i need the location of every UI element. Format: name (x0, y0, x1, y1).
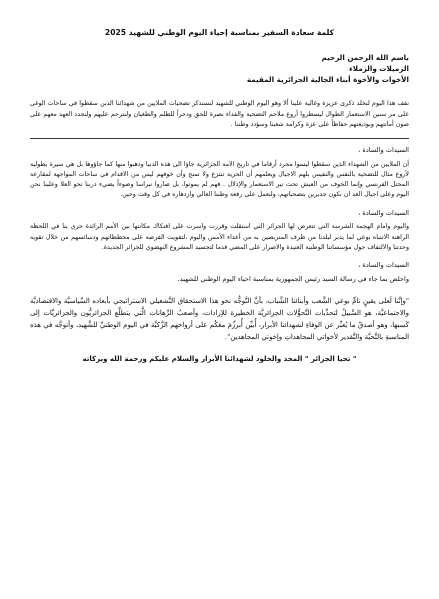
greetings-block (30, 52, 409, 85)
salutation-1: السيدات والسادة ، (358, 145, 409, 154)
divider-line (30, 138, 409, 139)
quote-intro: واخلص بما جاء في رسالة السيد رئيس الجمهورية بمناسبة احياء اليوم الوطني للشهيد. (177, 274, 409, 283)
paragraph-2: أن الملايين من الشهداء الذين سقطوا ليسوا مجرد أرقاما في تاريخ الامة الجزائرية جاؤا الى هذه الدنيا وذهبوا منها كما جاؤوها بل هي سيرة بطولية لأروع مثال للتضحية بالنفس والنفيس بلهم الاجيال ويعلمهم أن الحرية تنتزع ولا تمنح وأن خوفهم ليس من الاقدام في ساحات المواجهة لمقارعة المحتل الفرنسي وإنما الخوف من العيش تحت نير الاستعمار والإذلال . فهم لم يموتوا، بل صاروا نبراسا وضوءاً يضيء دربنا نحو العلا وعلينا نحن اليوم وعلى اجيال الغد ان نكون جديرين بتضحياتهم، ولنعمل على رفعة وطننا الغالي وازدهاره في كل وقت وحين. (30, 160, 409, 199)
closing-line: " تحيا الجزائر " المجد والخلود لشهدائنا الأبرار والسلام عليكم ورحمة الله وبركاته (82, 355, 357, 364)
paragraph-3: واليوم وامام الهجمة الشرسة التي تتعرض لها الجزائر التي استقلت وقررت واسرت على افتكاك مكانتها بين الأمم الرائدة حري بنا في اللحظة الراهنة الانتباه بوعي لما يدبر لبلدنا من طرف المتربصين به من أعداء الأمس واليوم ،لتفويت الفرصة على مخططاتهم ودسائسهم من خلال تقوية وحدتنا والالتفاف حول مؤسساتنا الوطنية العتيدة والاصرار على المضي قدما لتجسيد المشروع النهضوي للجزائر الجديدة. (30, 223, 409, 251)
document-title: كلمة سعادة السفير بمناسبة إحياء اليوم الوطني للشهيد 2025 (104, 28, 335, 37)
greeting-colleagues: الزميلات والزملاء (349, 64, 409, 74)
salutation-2: السيدات والسادة ، (358, 208, 409, 217)
salutation-3: السيدات والسادة ، (358, 260, 409, 269)
president-quote: "وإنَّنا لَعلى يقينٍ تامٍّ بوعي الشَّعب وأبنائنا الشَّباب، بأنَّ التَّوجُّه نحو هذا الاستحقاق التَّشغيلي الاستراتيجي بأبعاده السِّياسيَّة والاقتصاديَّة والاجتماعيَّة، هو السَّبيلُ لتحدِّيات التَّحوُّلات الجزائريَّة الخطيرة للإرادات، وأصعبُ الرِّهانات الَّتي يتطلَّع الجزائريُّون والجزائريَّات إلى كَسبها، وهو أصدقُ ما يُعبِّر عن الوفاءِ لشهدائنا الأبرار، أُبيِّن أُبرزِّمَ معَكُم على أرواحهم الزَّكيَّة في اليوم الوطنيِّ للشَّهيد، وأتوجَّه في هذه المناسبةِ بالتَّحيَّة والتَّقدير لأخواتي المجاهداتِ وإخوتي المجاهدين". (30, 296, 409, 341)
greeting-community: الأخوات والأخوة أبناء الجالية الجزائرية المقيمة (246, 75, 409, 85)
paragraph-1: نقف هذا اليوم لنخلد ذكرى عزيزة وغالية علينا ألا وهو اليوم الوطني للشهيد لنستذكر تضحيات الملايين من شهدائنا الذين سقطوا في ساحات الوغى على مر سنين الاستعمار الطوال ليسطروا أروع ملاحم التضحية والفداء نصرة للحق ودحراً للظلم والطغيان ولنترحم عليهم ولنجدد العهد معهم على صون أمانتهم وبوديعتهم حفاظاً على عزة وكرامة شعبنا وسؤدد وطننا . (30, 100, 409, 128)
greeting-basmala: باسم الله الرحمن الرحيم (321, 52, 409, 62)
